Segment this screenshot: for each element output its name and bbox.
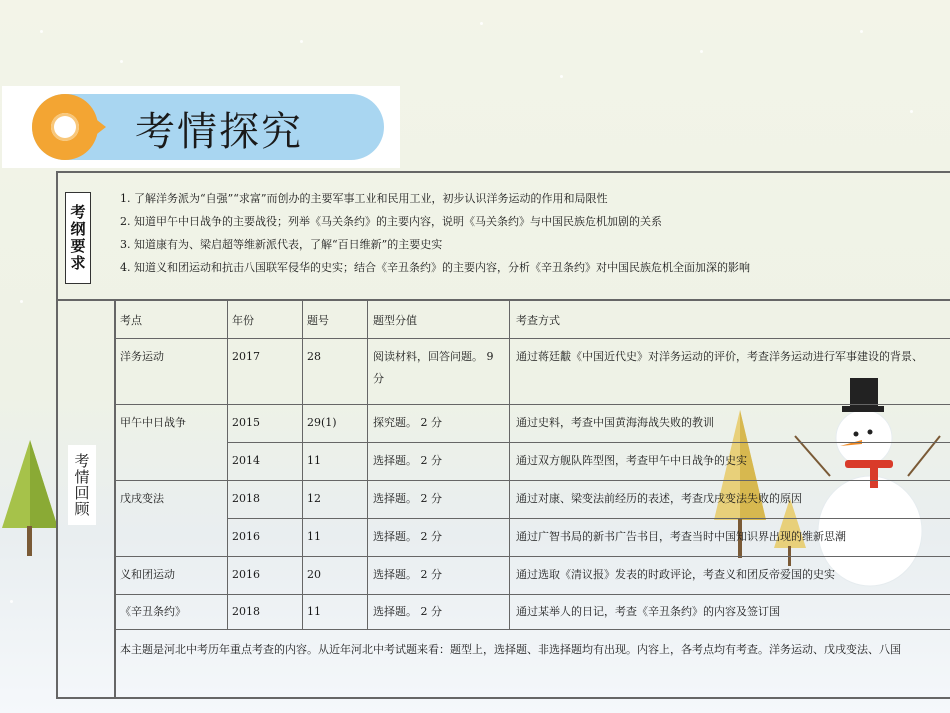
snowflake	[860, 30, 863, 33]
row-year: 2015	[232, 416, 260, 429]
snowflake	[480, 22, 483, 25]
row-qnum: 11	[307, 605, 321, 618]
requirement-item: 4. 知道义和团运动和抗击八国联军侵华的史实；结合《辛丑条约》的主要内容，分析《辛丑条约》对中国民族危机全面加深的影响	[120, 261, 750, 274]
row-year: 2018	[232, 492, 260, 505]
row-year: 2014	[232, 454, 260, 467]
grid-line	[114, 629, 950, 630]
grid-line	[114, 480, 950, 481]
grid-line	[367, 301, 368, 629]
row-qtype: 选择题。 2 分	[373, 605, 442, 618]
row-qnum: 20	[307, 568, 321, 581]
snowflake	[300, 40, 303, 43]
row-method: 通过双方舰队阵型图，考查甲午中日战争的史实	[516, 454, 747, 467]
row-qtype: 选择题。 2 分	[373, 530, 442, 543]
row-qtype: 选择题。 2 分	[373, 492, 442, 505]
grid-line	[114, 404, 950, 405]
snowflake	[20, 300, 23, 303]
section-divider	[58, 299, 950, 301]
row-method: 通过某举人的日记，考查《辛丑条约》的内容及签订国	[516, 605, 780, 618]
banner-title: 考情探究	[135, 109, 303, 155]
summary-text: 本主题是河北中考历年重点考查的内容。从近年河北中考试题来看：题型上，选择题、非选择题均有出现。内容上，各考点均有考查。洋务运动、戊戌变法、八国	[120, 643, 901, 656]
grid-line	[114, 594, 950, 595]
row-topic: 洋务运动	[120, 350, 164, 363]
grid-line	[227, 301, 228, 629]
row-qnum: 28	[307, 350, 321, 363]
row-qtype: 选择题。 2 分	[373, 568, 442, 581]
row-year: 2016	[232, 568, 260, 581]
row-qnum: 11	[307, 454, 321, 467]
header-qtype: 题型分值	[373, 314, 417, 327]
row-qtype: 选择题。 2 分	[373, 454, 442, 467]
row-topic: 戊戌变法	[120, 492, 164, 505]
grid-line	[114, 338, 950, 339]
requirements-list	[120, 187, 750, 279]
row-year: 2017	[232, 350, 260, 363]
row-method: 通过蒋廷黻《中国近代史》对洋务运动的评价，考查洋务运动进行军事建设的背景、	[516, 350, 923, 363]
column-divider	[114, 301, 116, 697]
header-year: 年份	[232, 314, 254, 327]
snowflake	[40, 30, 43, 33]
header-qnum: 题号	[307, 314, 329, 327]
exam-table	[56, 171, 950, 699]
requirement-item: 2. 知道甲午中日战争的主要战役；列举《马关条约》的主要内容，说明《马关条约》与中国民族危机加剧的关系	[120, 215, 662, 228]
snowflake	[10, 600, 13, 603]
row-method: 通过史料，考查中国黄海海战失败的教训	[516, 416, 714, 429]
row-method: 通过选取《清议报》发表的时政评论，考查义和团反帝爱国的史实	[516, 568, 835, 581]
row-qnum: 11	[307, 530, 321, 543]
requirement-item: 3. 知道康有为、梁启超等维新派代表，了解“百日维新”的主要史实	[120, 238, 443, 251]
row-topic: 义和团运动	[120, 568, 175, 581]
row-qnum: 29(1)	[307, 416, 337, 429]
row-topic: 《辛丑条约》	[120, 605, 186, 618]
row-method: 通过广智书局的新书广告书目，考查当时中国知识界出现的维新思潮	[516, 530, 846, 543]
row-qnum: 12	[307, 492, 321, 505]
requirement-item: 1. 了解洋务派为“自强”“求富”而创办的主要军事工业和民用工业，初步认识洋务运动的作用和局限性	[120, 192, 608, 205]
requirements-label: 考纲要求	[65, 192, 91, 284]
review-label: 考情回顾	[68, 445, 96, 525]
pine-tree-icon	[0, 440, 60, 560]
snowflake	[700, 50, 703, 53]
grid-line	[509, 301, 510, 629]
header-method: 考查方式	[516, 314, 560, 327]
grid-line	[227, 442, 950, 443]
header-topic: 考点	[120, 314, 142, 327]
grid-line	[227, 518, 950, 519]
section-banner	[2, 86, 400, 168]
row-topic: 甲午中日战争	[120, 416, 186, 429]
snowflake	[560, 75, 563, 78]
target-icon	[32, 94, 98, 160]
row-method: 通过对康、梁变法前经历的表述，考查戊戌变法失败的原因	[516, 492, 802, 505]
row-year: 2016	[232, 530, 260, 543]
grid-line	[114, 556, 950, 557]
grid-line	[302, 301, 303, 629]
row-year: 2018	[232, 605, 260, 618]
row-qtype: 阅读材料，回答问题。 9分	[373, 350, 494, 385]
snowflake	[120, 60, 123, 63]
row-qtype: 探究题。 2 分	[373, 416, 442, 429]
snowflake	[910, 110, 913, 113]
